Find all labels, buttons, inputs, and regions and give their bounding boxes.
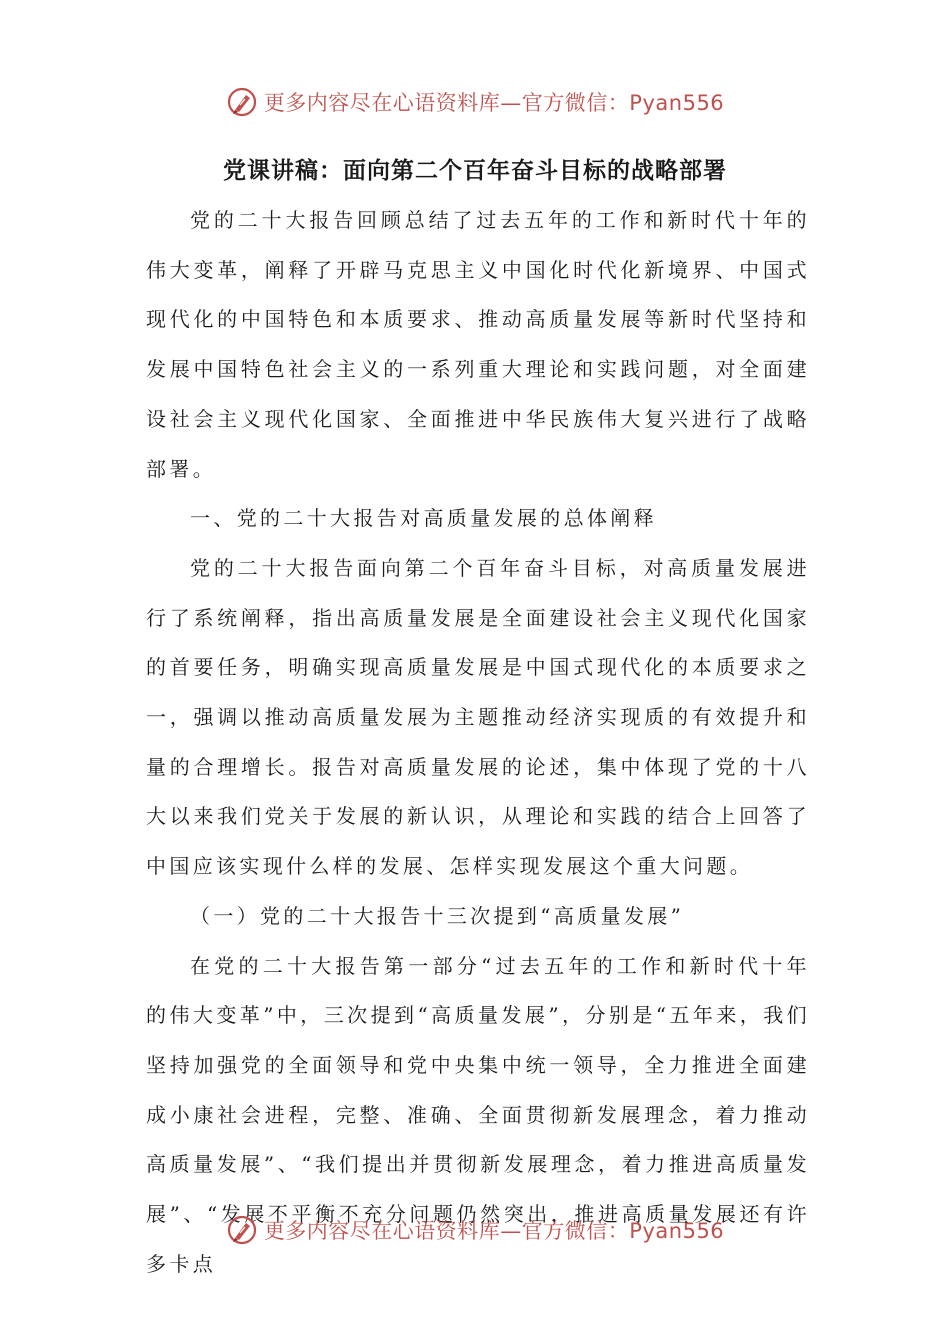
document-body xyxy=(146,196,810,1289)
watermark-text: 更多内容尽在心语资料库—官方微信：Pyan556 xyxy=(263,1219,725,1243)
paragraph-intro: 党的二十大报告回顾总结了过去五年的工作和新时代十年的伟大变革，阐释了开辟马克思主义中国化时代化新境界、中国式现代化的中国特色和本质要求、推动高质量发展等新时代坚持和发展中国特色社会主义的一系列重大理论和实践问题，对全面建设社会主义现代化国家、全面推进中华民族伟大复兴进行了战略部署。 xyxy=(146,208,810,481)
pen-nib-logo-icon xyxy=(226,86,258,118)
watermark-footer xyxy=(0,1210,950,1250)
page-title: 党课讲稿：面向第二个百年奋斗目标的战略部署 xyxy=(223,158,727,184)
watermark-header xyxy=(0,82,950,122)
watermark-text: 更多内容尽在心语资料库—官方微信：Pyan556 xyxy=(263,91,725,115)
paragraph-subsection-1: 在党的二十大报告第一部分“过去五年的工作和新时代十年的伟大变革”中，三次提到“高质量发展”，分别是“五年来，我们坚持加强党的全面领导和党中央集中统一领导，全力推进全面建成小康社会进程，完整、准确、全面贯彻新发展理念，着力推动高质量发展”、“我们提出并贯彻新发展理念，着力推进高质量发展”、“发展不平衡不充分问题仍然突出，推进高质量发展还有许多卡点 xyxy=(146,953,810,1276)
section-heading-1: 一、党的二十大报告对高质量发展的总体阐释 xyxy=(190,506,657,531)
paragraph-section-1: 党的二十大报告面向第二个百年奋斗目标，对高质量发展进行了系统阐释，指出高质量发展是全面建设社会主义现代化国家的首要任务，明确实现高质量发展是中国式现代化的本质要求之一，强调以推动高质量发展为主题推动经济实现质的有效提升和量的合理增长。报告对高质量发展的论述，集中体现了党的十八大以来我们党关于发展的新认识，从理论和实践的结合上回答了中国应该实现什么样的发展、怎样实现发展这个重大问题。 xyxy=(146,555,810,879)
subsection-heading-1: （一）党的二十大报告十三次提到“高质量发展” xyxy=(190,903,685,928)
pen-nib-logo-icon xyxy=(226,1214,258,1246)
